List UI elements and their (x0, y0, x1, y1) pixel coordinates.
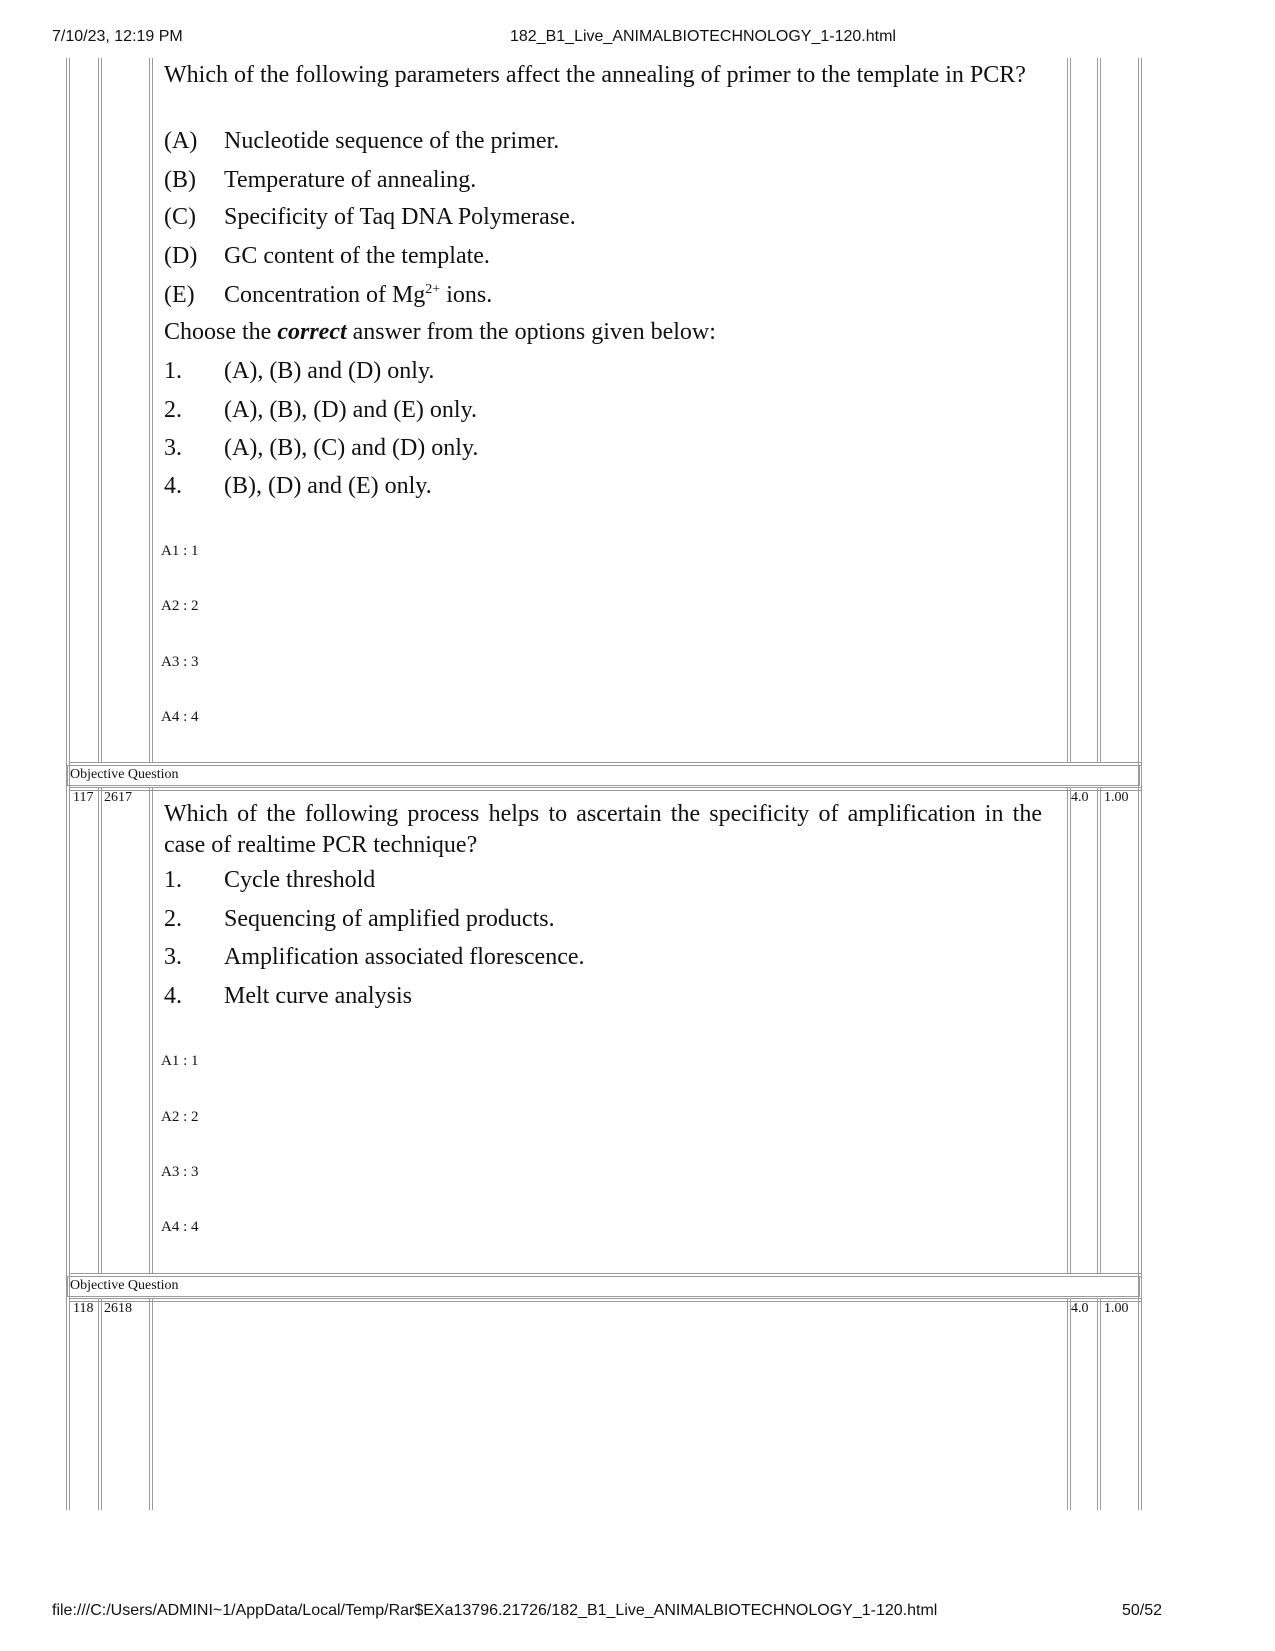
option-number: 4. (164, 473, 182, 499)
statement-text: GC content of the template. (224, 243, 490, 269)
statement-text-part: Concentration of Mg (224, 282, 426, 308)
question-id: 2618 (104, 1301, 132, 1316)
statement-text (224, 282, 492, 309)
q116-answer-key: A3 : 3 (161, 654, 199, 670)
q117-answer-key: A2 : 2 (161, 1109, 199, 1125)
option-text: Amplification associated florescence. (224, 944, 585, 970)
instruction-text: Choose the (164, 319, 278, 345)
statement-label: (E) (164, 282, 195, 308)
option-number: 3. (164, 435, 182, 461)
print-file-path: file:///C:/Users/ADMINI~1/AppData/Local/Temp/Rar$EXa13796.21726/182_B1_Live_ANIMALBIOTECHNOLOGY_1-120.html (52, 1602, 938, 1619)
statement-text: Temperature of annealing. (224, 167, 477, 193)
option-number: 2. (164, 906, 182, 932)
question-marks: 4.0 (1071, 790, 1089, 805)
option-text: (A), (B) and (D) only. (224, 358, 435, 384)
option-text: (A), (B), (C) and (D) only. (224, 435, 479, 461)
option-text: Cycle threshold (224, 867, 376, 893)
statement-label: (A) (164, 128, 198, 154)
question-type-label: Objective Question (70, 1278, 179, 1293)
option-number: 3. (164, 944, 182, 970)
q116-question-text: Which of the following parameters affect the annealing of primer to the template in PCR? (164, 62, 1026, 88)
superscript-charge: 2+ (425, 282, 441, 297)
question-negative-marks: 1.00 (1104, 790, 1129, 805)
statement-label: (B) (164, 167, 196, 193)
option-number: 2. (164, 397, 182, 423)
instruction-emphasis: correct (277, 319, 347, 345)
option-text: (A), (B), (D) and (E) only. (224, 397, 478, 423)
statement-label: (D) (164, 243, 198, 269)
question-marks: 4.0 (1071, 1301, 1089, 1316)
question-serial-number: 118 (73, 1301, 94, 1316)
statement-text: Nucleotide sequence of the primer. (224, 128, 560, 154)
print-page-number: 50/52 (1122, 1602, 1163, 1619)
q116-choose-instruction (164, 319, 716, 346)
question-type-label: Objective Question (70, 767, 179, 782)
print-doc-title: 182_B1_Live_ANIMALBIOTECHNOLOGY_1-120.html (510, 28, 896, 45)
instruction-text: answer from the options given below: (346, 319, 716, 345)
option-number: 1. (164, 358, 182, 384)
q117-answer-key: A4 : 4 (161, 1219, 199, 1235)
statement-label: (C) (164, 204, 196, 230)
question-negative-marks: 1.00 (1104, 1301, 1129, 1316)
q117-answer-key: A3 : 3 (161, 1164, 199, 1180)
statement-text: Specificity of Taq DNA Polymerase. (224, 204, 576, 230)
option-text: Melt curve analysis (224, 983, 412, 1009)
statement-text-part: ions. (440, 282, 493, 308)
question-id: 2617 (104, 790, 132, 805)
option-text: (B), (D) and (E) only. (224, 473, 432, 499)
option-number: 1. (164, 867, 182, 893)
question-serial-number: 117 (73, 790, 94, 805)
q116-answer-key: A4 : 4 (161, 709, 199, 725)
q117-question-text: Which of the following process helps to ascertain the specificity of amplification in the case of realtime PCR technique? (164, 801, 1042, 858)
q116-answer-key: A2 : 2 (161, 598, 199, 614)
option-text: Sequencing of amplified products. (224, 906, 555, 932)
option-number: 4. (164, 983, 182, 1009)
q116-answer-key: A1 : 1 (161, 543, 199, 559)
q117-answer-key: A1 : 1 (161, 1053, 199, 1069)
print-datetime: 7/10/23, 12:19 PM (52, 28, 183, 45)
